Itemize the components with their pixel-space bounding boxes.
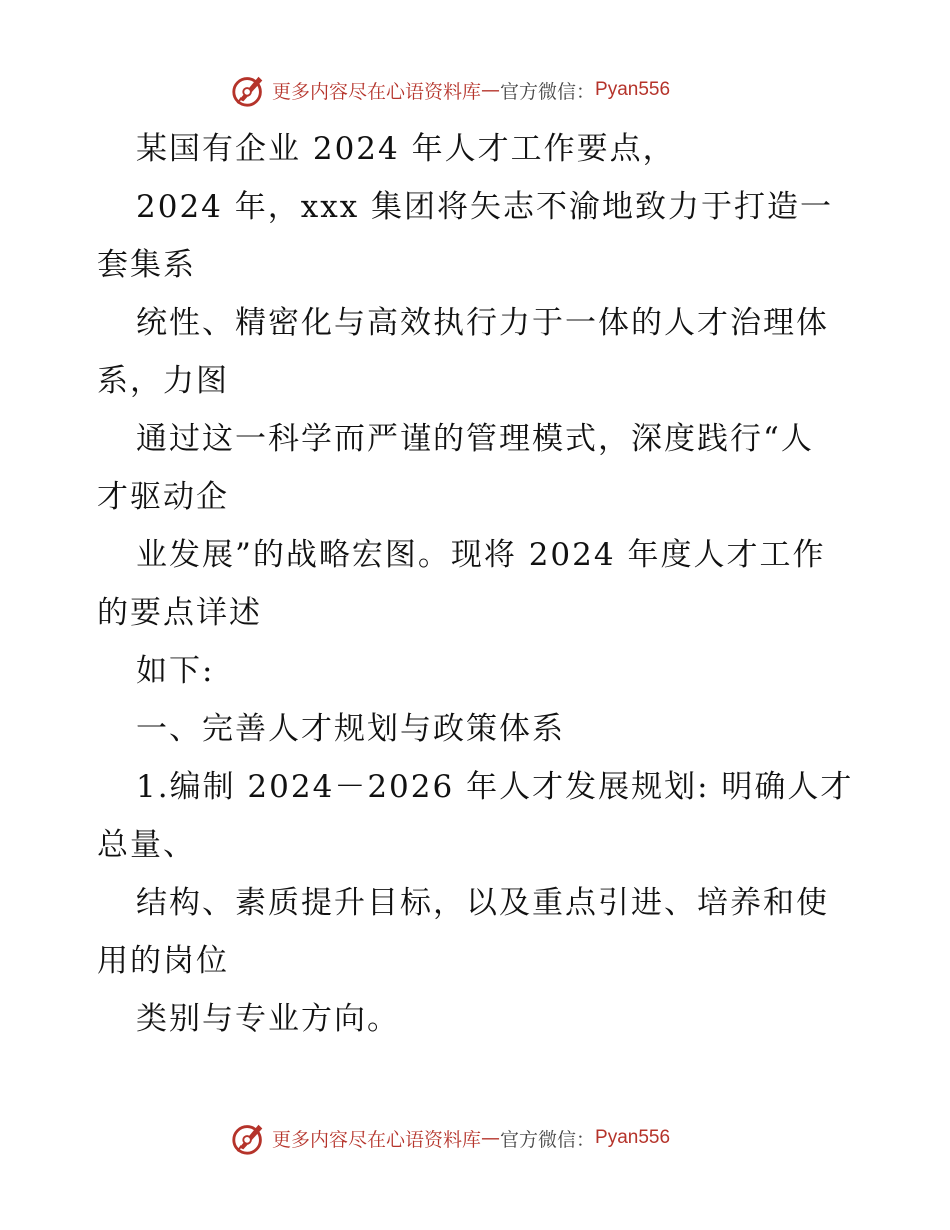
paragraph-line: 的要点详述: [97, 595, 262, 631]
footer-watermark: [230, 1118, 730, 1158]
paragraph-line: 总量、: [97, 827, 196, 863]
paragraph-line: 统性、精密化与高效执行力于一体的人才治理体: [136, 305, 829, 341]
document-body: [97, 120, 857, 1048]
quill-pen-logo-icon: [230, 71, 268, 109]
watermark-wechat-label: 官方微信：: [500, 1128, 596, 1151]
paragraph-line: 如下:: [136, 653, 215, 689]
watermark-wechat-id: Pyan556: [595, 79, 671, 100]
watermark-dash: —: [481, 1127, 501, 1149]
list-item-line: 1.编制 2024－2026 年人才发展规划: 明确人才: [136, 769, 854, 805]
paragraph-line: 系，力图: [97, 363, 229, 399]
paragraph-line: 业发展”的战略宏图。现将 2024 年度人才工作: [136, 537, 826, 573]
paragraph-line: 用的岗位: [97, 943, 229, 979]
header-watermark: [230, 70, 730, 110]
paragraph-line: 通过这一科学而严谨的管理模式，深度践行“人: [136, 421, 814, 457]
watermark-text: 更多内容尽在心语资料库: [272, 80, 482, 103]
watermark-wechat-id: Pyan556: [595, 1127, 671, 1148]
watermark-dash: —: [481, 79, 501, 101]
section-heading: 一、完善人才规划与政策体系: [136, 711, 565, 747]
paragraph-line: 某国有企业 2024 年人才工作要点，: [136, 131, 676, 167]
quill-pen-logo-icon: [230, 1119, 268, 1157]
paragraph-line: 2024 年，xxx 集团将矢志不渝地致力于打造一: [136, 189, 834, 225]
paragraph-line: 类别与专业方向。: [136, 1001, 400, 1037]
paragraph-line: 套集系: [97, 247, 196, 283]
paragraph-line: 结构、素质提升目标，以及重点引进、培养和使: [136, 885, 829, 921]
watermark-wechat-label: 官方微信：: [500, 80, 596, 103]
paragraph-line: 才驱动企: [97, 479, 229, 515]
watermark-text: 更多内容尽在心语资料库: [272, 1128, 482, 1151]
